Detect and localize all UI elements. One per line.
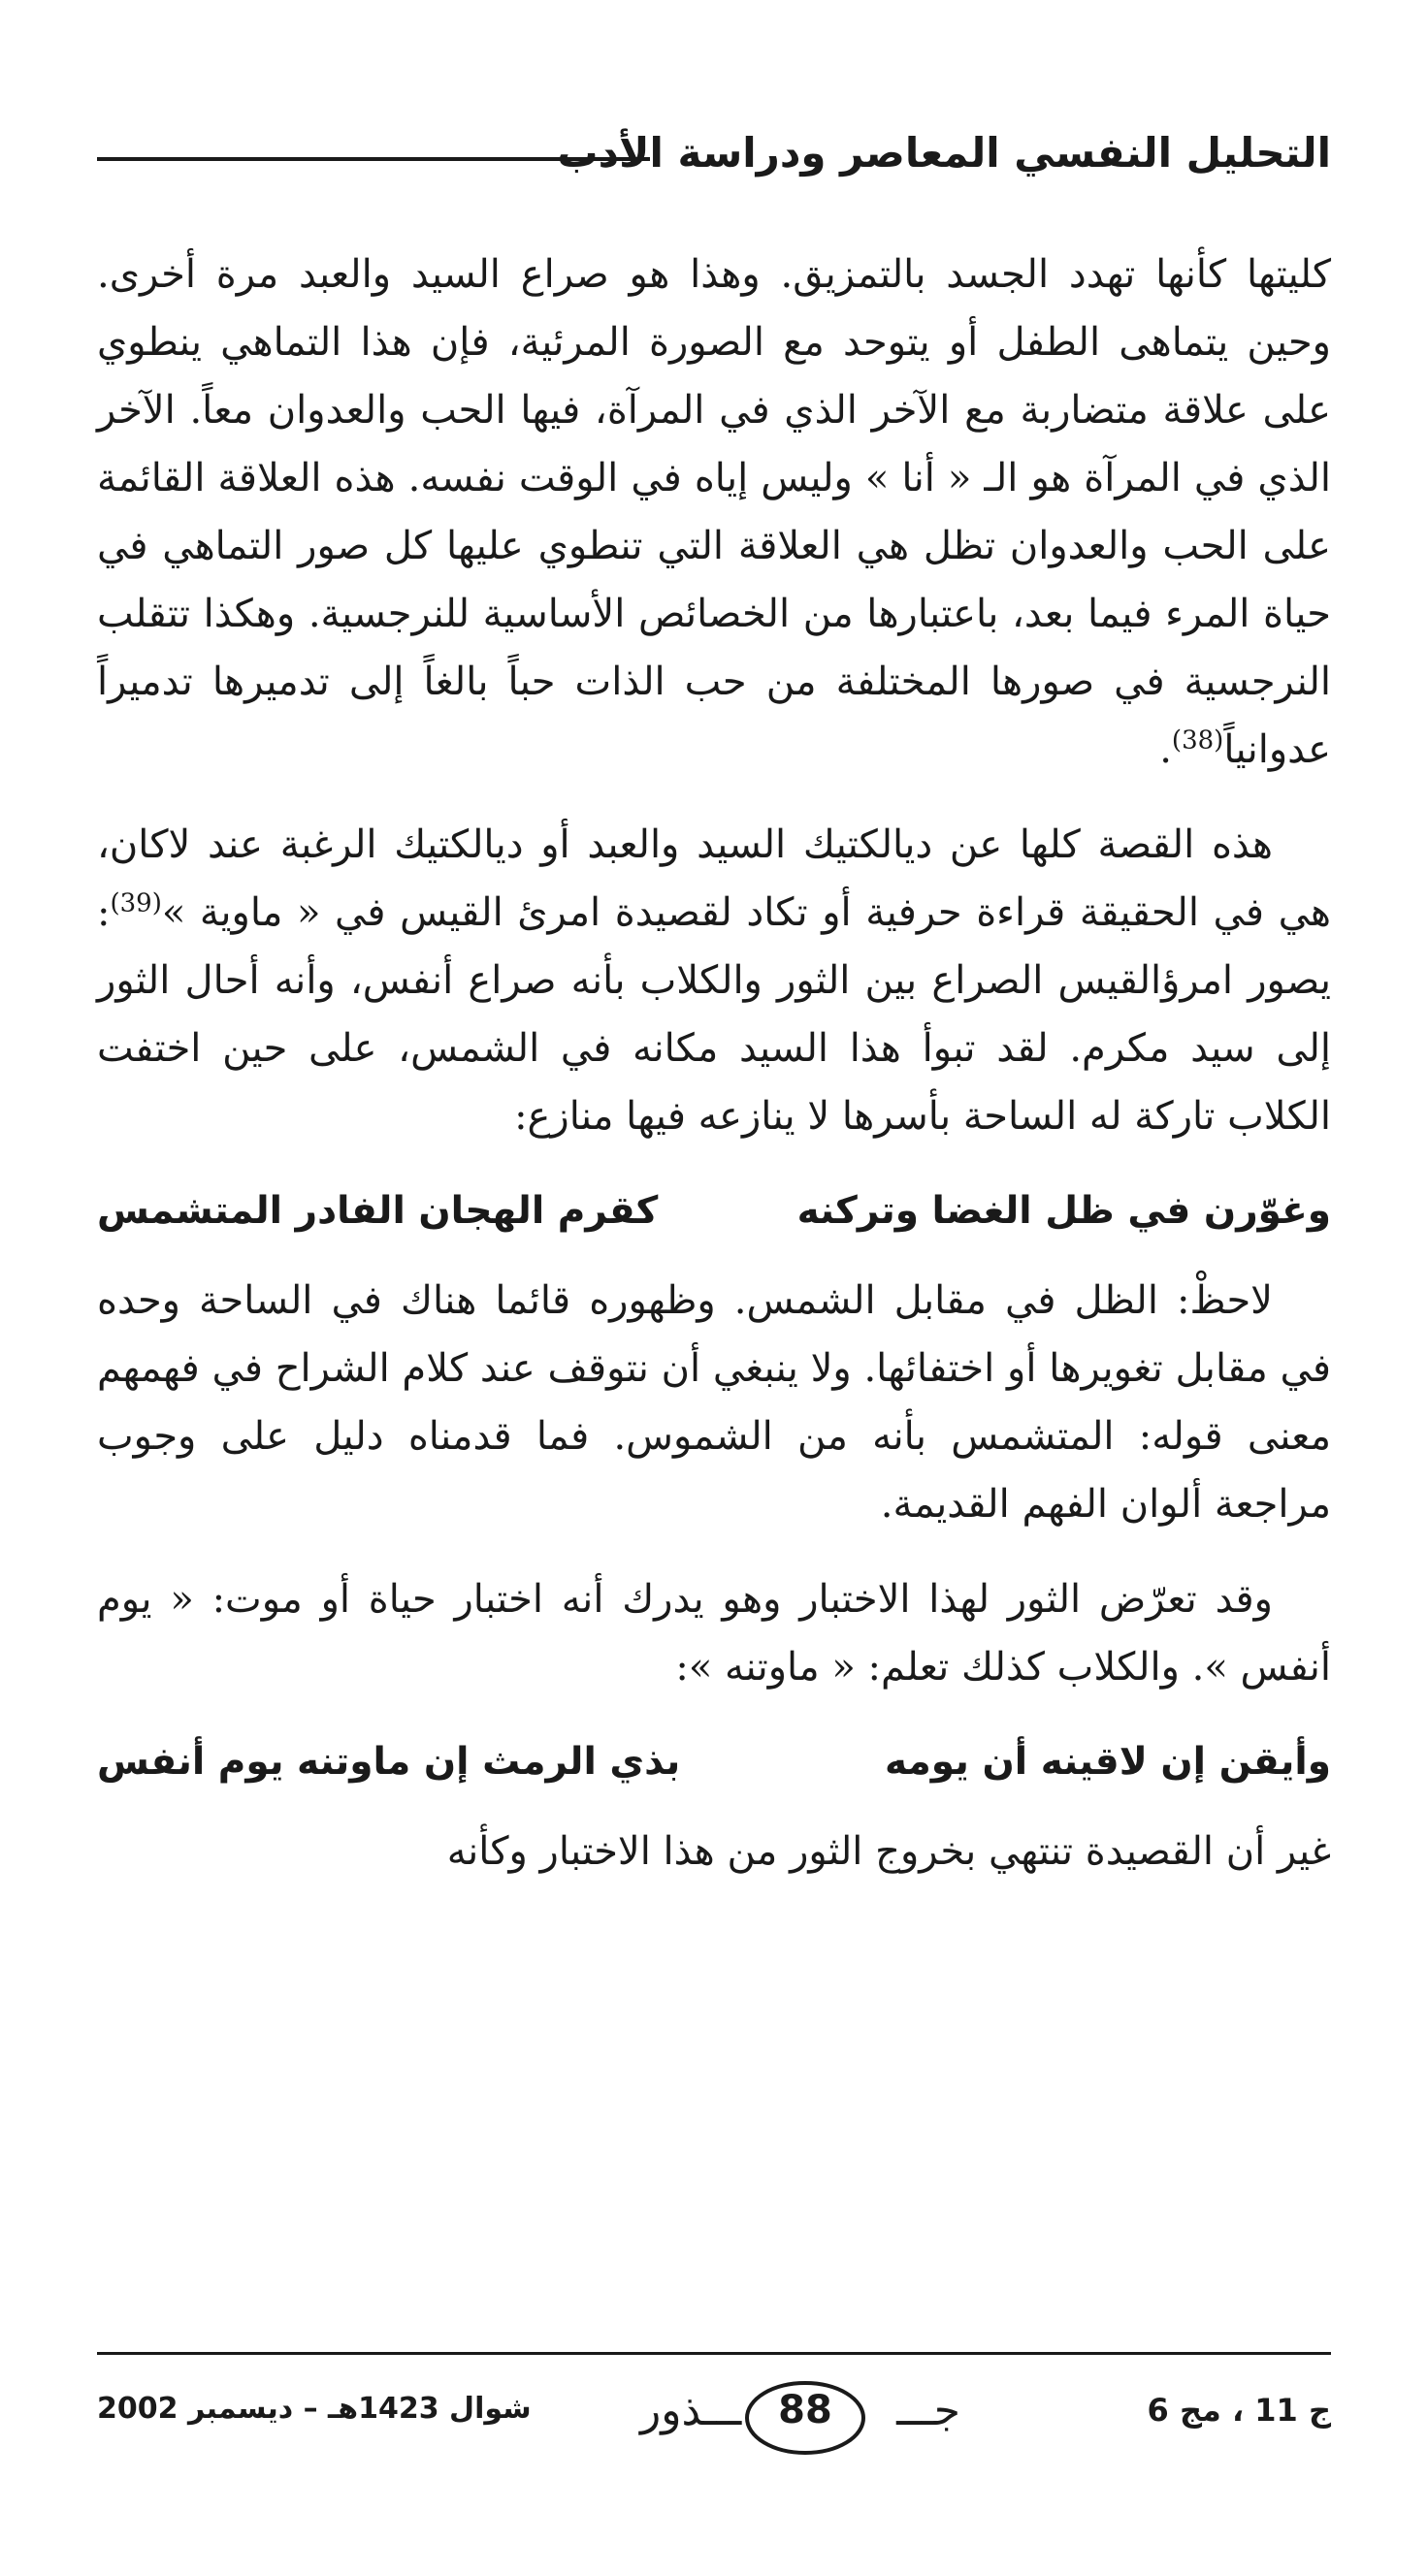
paragraph-1-end: .	[1159, 727, 1172, 772]
verse-line-1	[97, 1177, 1331, 1245]
footnote-ref-39: (39)	[110, 888, 162, 918]
running-header	[97, 114, 1331, 192]
footnote-ref-38: (38)	[1171, 725, 1224, 756]
paragraph-1-text: كليتها كأنها تهدد الجسد بالتمزيق. وهذا هو صراع السيد والعبد مرة أخرى. وحين يتماهى الطفل أو يتوحد مع الصورة المرئية، فإن هذا التماهي ينطوي على علاقة متضاربة مع الآخر الذي في المرآة، فيها الحب والعدوان معاً. الآخر الذي في المرآة هو الـ « أنا » وليس إياه في الوقت نفسه. هذه العلاقة القائمة على الحب والعدوان تظل هي العلاقة التي تنطوي عليها كل صور التماهي في حياة المرء فيما بعد، باعتبارها من الخصائص الأساسية للنرجسية. وهكذا تتقلب النرجسية في صورها المختلفة من حب الذات حباً بالغاً إلى تدميرها تدميراً عدوانياً	[97, 252, 1331, 772]
logo-text-right: جـــ	[896, 2386, 960, 2435]
paragraph-3: لاحظْ: الظل في مقابل الشمس. وظهوره قائما هناك في الساحة وحده في مقابل تغويرها أو اختفائها. ولا ينبغي أن نتوقف عند كلام الشراح في فهمهم معنى قوله: المتشمس بأنه من الشموس. فما قدمناه دليل على وجوب مراجعة ألوان الفهم القديمة.	[97, 1278, 1331, 1527]
verse-2-first-hemistich: وأيقن إن لاقينه أن يومه	[884, 1740, 1331, 1784]
verse-line-2	[97, 1728, 1331, 1796]
journal-logo	[640, 2374, 960, 2462]
verse-2-second-hemistich: بذي الرمث إن ماوتنه يوم أنفس	[97, 1740, 681, 1784]
header-title: التحليل النفسي المعاصر ودراسة الأدب	[557, 129, 1331, 177]
paragraph-2	[97, 811, 1331, 1150]
verse-1-second-hemistich: كقرم الهجان الفادر المتشمس	[97, 1189, 659, 1233]
footer-volume: ج 11 ، مج 6	[1147, 2392, 1331, 2429]
header-rule	[97, 157, 650, 161]
footer-rule	[97, 2352, 1331, 2355]
paragraph-2-text-b: : يصور امرؤالقيس الصراع بين الثور والكلاب بأنه صراع أنفس، وأنه أحال الثور إلى سيد مكرم. لقد تبوأ هذا السيد مكانه في الشمس، على حين اختفت الكلاب تاركة له الساحة بأسرها لا ينازعه فيها منازع:	[97, 890, 1331, 1139]
body-text	[97, 241, 1331, 1913]
page-footer	[97, 2374, 1331, 2462]
verse-1-first-hemistich: وغوّرن في ظل الغضا وتركنه	[796, 1189, 1331, 1233]
paragraph-2-text-a: هذه القصة كلها عن ديالكتيك السيد والعبد أو ديالكتيك الرغبة عند لاكان، هي في الحقيقة قراءة حرفية أو تكاد لقصيدة امرئ القيس في « ماوية »	[97, 822, 1332, 935]
footer-date: شوال 1423هـ – ديسمبر 2002	[97, 2392, 532, 2426]
paragraph-1	[97, 241, 1331, 784]
paragraph-4: وقد تعرّض الثور لهذا الاختبار وهو يدرك أنه اختبار حياة أو موت: « يوم أنفس ». والكلاب كذلك تعلم: « ماوتنه »:	[97, 1577, 1331, 1690]
logo-text-left: ـــذور	[640, 2386, 742, 2435]
paragraph-5: غير أن القصيدة تنتهي بخروج الثور من هذا الاختبار وكأنه	[446, 1829, 1331, 1874]
page-number: 88	[778, 2388, 832, 2432]
